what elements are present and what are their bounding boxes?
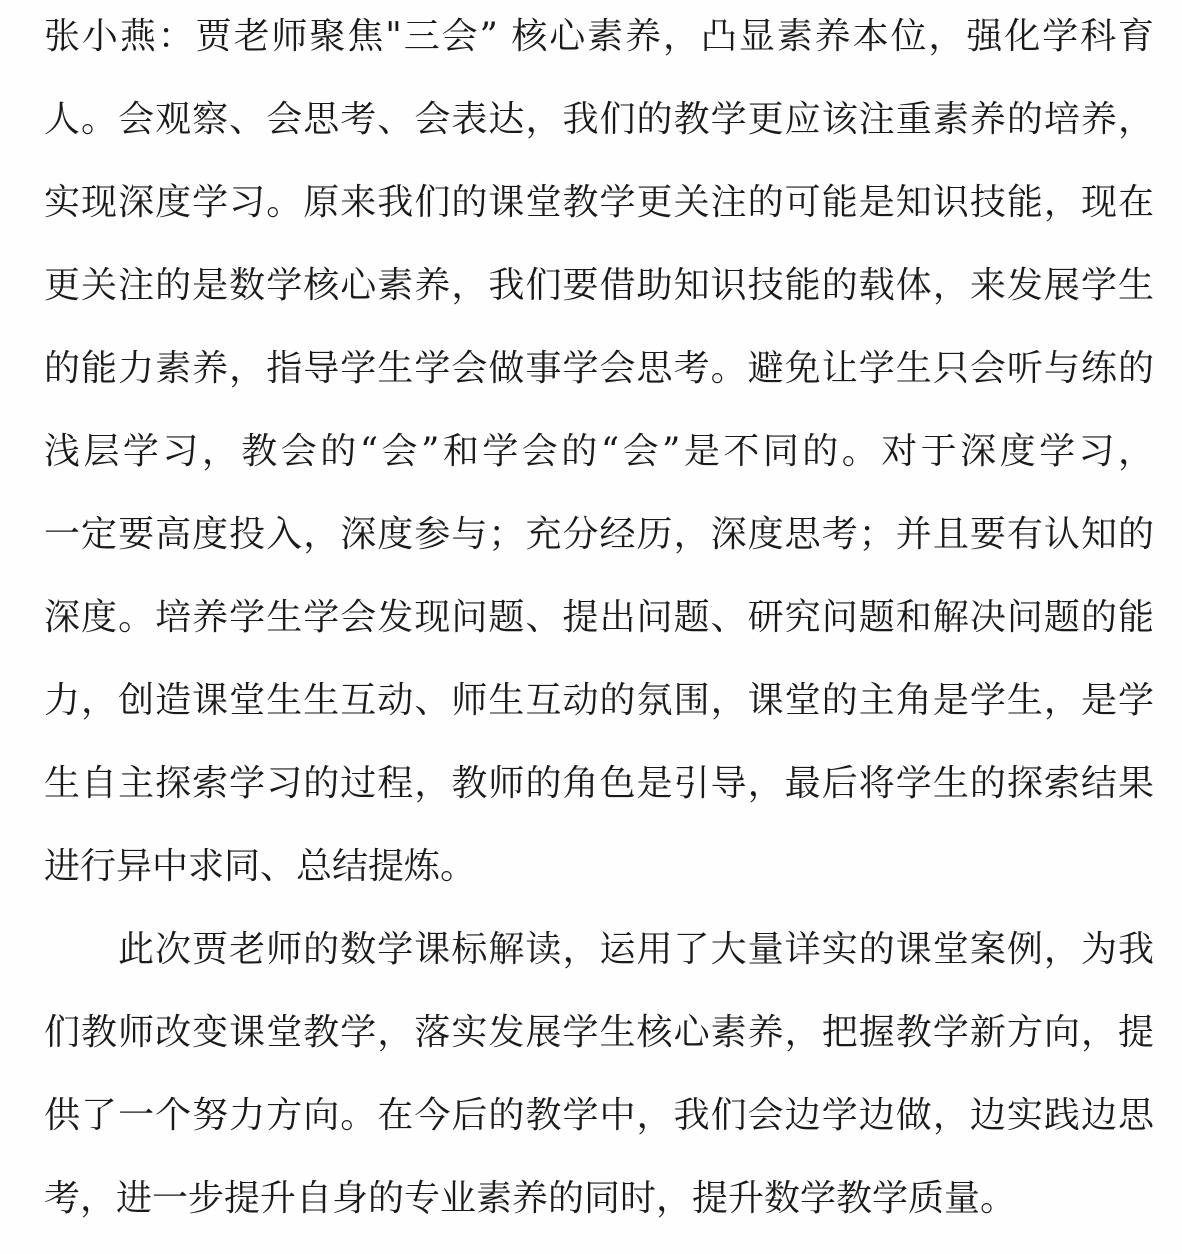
text-line: 张小燕：贾老师聚焦"三会” 核心素养，凸显素养本位，强化学科育	[44, 16, 1154, 57]
text-line: 力，创造课堂生生互动、师生互动的氛围，课堂的主角是学生，是学	[44, 680, 1154, 721]
text-line: 们教师改变课堂教学，落实发展学生核心素养，把握教学新方向，提	[44, 1012, 1154, 1053]
text-line: 此次贾老师的数学课标解读，运用了大量详实的课堂案例，为我	[118, 929, 1154, 970]
text-line: 进行异中求同、总结提炼。	[44, 846, 477, 887]
text-line: 深度。培养学生学会发现问题、提出问题、研究问题和解决问题的能	[44, 597, 1154, 638]
text-line: 供了一个努力方向。在今后的教学中，我们会边学边做，边实践边思	[44, 1095, 1154, 1136]
text-line: 一定要高度投入，深度参与；充分经历，深度思考；并且要有认知的	[44, 514, 1154, 555]
text-line: 人。会观察、会思考、会表达，我们的教学更应该注重素养的培养，	[44, 99, 1154, 140]
text-line: 更关注的是数学核心素养，我们要借助知识技能的载体，来发展学生	[44, 265, 1154, 306]
text-line: 实现深度学习。原来我们的课堂教学更关注的可能是知识技能，现在	[44, 182, 1154, 223]
text-line: 浅层学习，教会的“会”和学会的“会”是不同的。对于深度学习，	[44, 431, 1154, 472]
text-line: 生自主探索学习的过程，教师的角色是引导，最后将学生的探索结果	[44, 763, 1154, 804]
text-line: 考，进一步提升自身的专业素养的同时，提升数学教学质量。	[44, 1178, 1017, 1219]
text-line: 的能力素养，指导学生学会做事学会思考。避免让学生只会听与练的	[44, 348, 1154, 389]
